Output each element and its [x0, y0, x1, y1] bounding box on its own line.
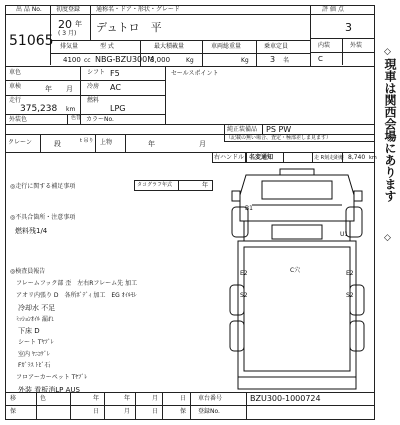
- car-name: デュトロ 平: [96, 21, 162, 34]
- max-load-unit: Kg: [186, 57, 194, 64]
- inspector-line-1: フレームフック部 歪 左右Rフレーム先 加工: [16, 280, 138, 287]
- inspector-line-3: 冷却水 不足: [18, 304, 56, 312]
- color-change-label: 色替: [71, 115, 82, 121]
- capacity-label: 乗車定員: [264, 43, 289, 50]
- capacity-unit: 名: [283, 57, 290, 64]
- tacho-label: タコグラフ年式: [137, 182, 173, 188]
- displacement-unit: cc: [84, 57, 91, 64]
- footer-row2-c5: 保: [180, 408, 187, 415]
- weight-unit: Kg: [241, 57, 249, 64]
- handle-side: 右ハンドル: [214, 154, 245, 161]
- crane-year: 年: [148, 140, 155, 148]
- displacement-value: 4100: [63, 56, 81, 64]
- capacity-value: 3: [270, 55, 276, 64]
- exterior-label: 外装: [350, 42, 363, 49]
- odometer-label: 走 R刻走距離: [314, 155, 345, 161]
- exterior-color-label: 外装色: [9, 116, 28, 123]
- mark-rear-left: S2: [240, 292, 248, 299]
- mileage-unit: km: [66, 106, 76, 113]
- defect-title: ◎不具合箇所・注意事項: [10, 214, 76, 221]
- reg-no-label: 登録No.: [198, 408, 220, 415]
- first-reg-label: 初度登録: [56, 6, 81, 13]
- diamond-bottom-icon: ◇: [384, 233, 391, 243]
- color-label: 車色: [9, 69, 22, 76]
- ac-label: 冷房: [87, 83, 100, 90]
- score-value: 3: [345, 21, 352, 34]
- model-value: NBG-BZU300M: [95, 55, 155, 64]
- grade-label: 通称名・ドア・形状・グレード: [96, 6, 180, 13]
- crane-stage-unit: t 吊り: [80, 138, 94, 144]
- inspector-line-6: シート Tﾔﾌﾞﾚ: [18, 339, 54, 346]
- mark-front-right: U1: [340, 231, 349, 238]
- inspector-line-4: ﾐｯｼｮﾝｵｲﾙ 漏れ: [16, 316, 54, 323]
- name-change-label: 名変通知: [249, 154, 274, 161]
- ac-value: AC: [110, 83, 121, 92]
- displacement-label: 排気量: [60, 43, 79, 50]
- shift-label: シフト: [87, 69, 106, 76]
- crane-label: クレーン: [8, 139, 32, 146]
- max-load-label: 最大積載量: [154, 43, 185, 50]
- footer-col1: 移: [10, 395, 17, 402]
- interior-grade: C: [318, 55, 323, 63]
- reg-month: ( 3 月): [58, 30, 77, 37]
- lot-number: 51065: [9, 33, 54, 49]
- odometer-value: 8,740: [348, 154, 366, 161]
- footer-row2-c3: 月: [124, 408, 131, 415]
- footer-row2-c2: 日: [93, 408, 100, 415]
- mileage-value: 375,238: [20, 104, 58, 114]
- mark-front-left: B1: [245, 205, 253, 212]
- inspector-line-7: 室内 ﾔﾆｺｹﾞﾚ: [18, 351, 50, 358]
- inspector-line-9: フロアーカーペット Tﾔﾌﾞﾚ: [16, 374, 88, 381]
- footer-col2: 色: [40, 395, 47, 402]
- color-no-label: カラーNo.: [86, 116, 114, 123]
- side-banner-text: 現車は関西会場にあります: [383, 58, 397, 202]
- fuel-label: 燃料: [87, 97, 100, 104]
- equipment-label: 純正装備品: [227, 126, 258, 133]
- diamond-top-icon: ◇: [384, 47, 391, 57]
- chassis-number: BZU300-1000724: [250, 394, 321, 403]
- footer-col5: 月: [152, 395, 159, 402]
- inspector-title: ◎検査員報告: [10, 268, 46, 275]
- chassis-label: 車台番号: [198, 395, 223, 402]
- mark-rear-right: S2: [346, 292, 354, 299]
- footer-col4: 年: [124, 395, 131, 402]
- mark-mid-left: E2: [240, 270, 248, 277]
- crane-stage: 段: [54, 140, 61, 148]
- upper-label: 上物: [100, 139, 113, 146]
- shift-value: F5: [110, 69, 120, 78]
- truck-diagram: [222, 165, 372, 393]
- inspector-line-2: アオリ内張り D 各所ﾎﾞﾃﾞｨ 加工 EG ｵｲﾙﾓﾚ: [16, 292, 137, 299]
- lot-label: 出 品 No.: [16, 6, 42, 13]
- mileage-label: 走行: [9, 97, 22, 104]
- model-label: 型 式: [100, 43, 114, 50]
- inspector-line-8: Fｶﾞﾗｽ ﾄﾋﾞ石: [18, 362, 51, 369]
- footer-col3: 年: [93, 395, 100, 402]
- equipment-note: （記載の無い場合、査定・極部差しま見ます）: [226, 135, 332, 141]
- reg-year: 20: [58, 18, 72, 31]
- inspection-month: 月: [66, 85, 73, 93]
- fuel-value: LPG: [110, 104, 126, 113]
- max-load-value: 3,000: [150, 56, 171, 64]
- interior-label: 内装: [318, 42, 331, 49]
- sales-point-label: セールスポイント: [171, 70, 219, 77]
- inspector-line-5: 下床 D: [18, 327, 40, 335]
- inspection-label: 車検: [9, 83, 22, 90]
- tacho-year: 年: [202, 182, 209, 189]
- inspector-line-10: 外装 看板消LP AUS: [18, 386, 80, 394]
- crane-month: 月: [199, 140, 206, 148]
- mark-mid-right: E2: [346, 270, 354, 277]
- footer-row2-c4: 日: [152, 408, 159, 415]
- recorder-label: ◎走行に関する補足事項: [10, 183, 76, 190]
- inspection-year: 年: [45, 85, 52, 93]
- reg-year-unit: 年: [75, 20, 82, 28]
- footer-row2-c1: 保: [10, 408, 17, 415]
- equipment-value: PS PW: [266, 125, 292, 134]
- footer-col6: 日: [180, 395, 187, 402]
- weight-label: 車両総重量: [211, 43, 242, 50]
- odometer-unit: km: [369, 155, 377, 161]
- mark-center: C穴: [290, 267, 301, 274]
- defect-line: 燃料残1/4: [15, 227, 48, 235]
- score-label: 評 価 点: [322, 6, 344, 13]
